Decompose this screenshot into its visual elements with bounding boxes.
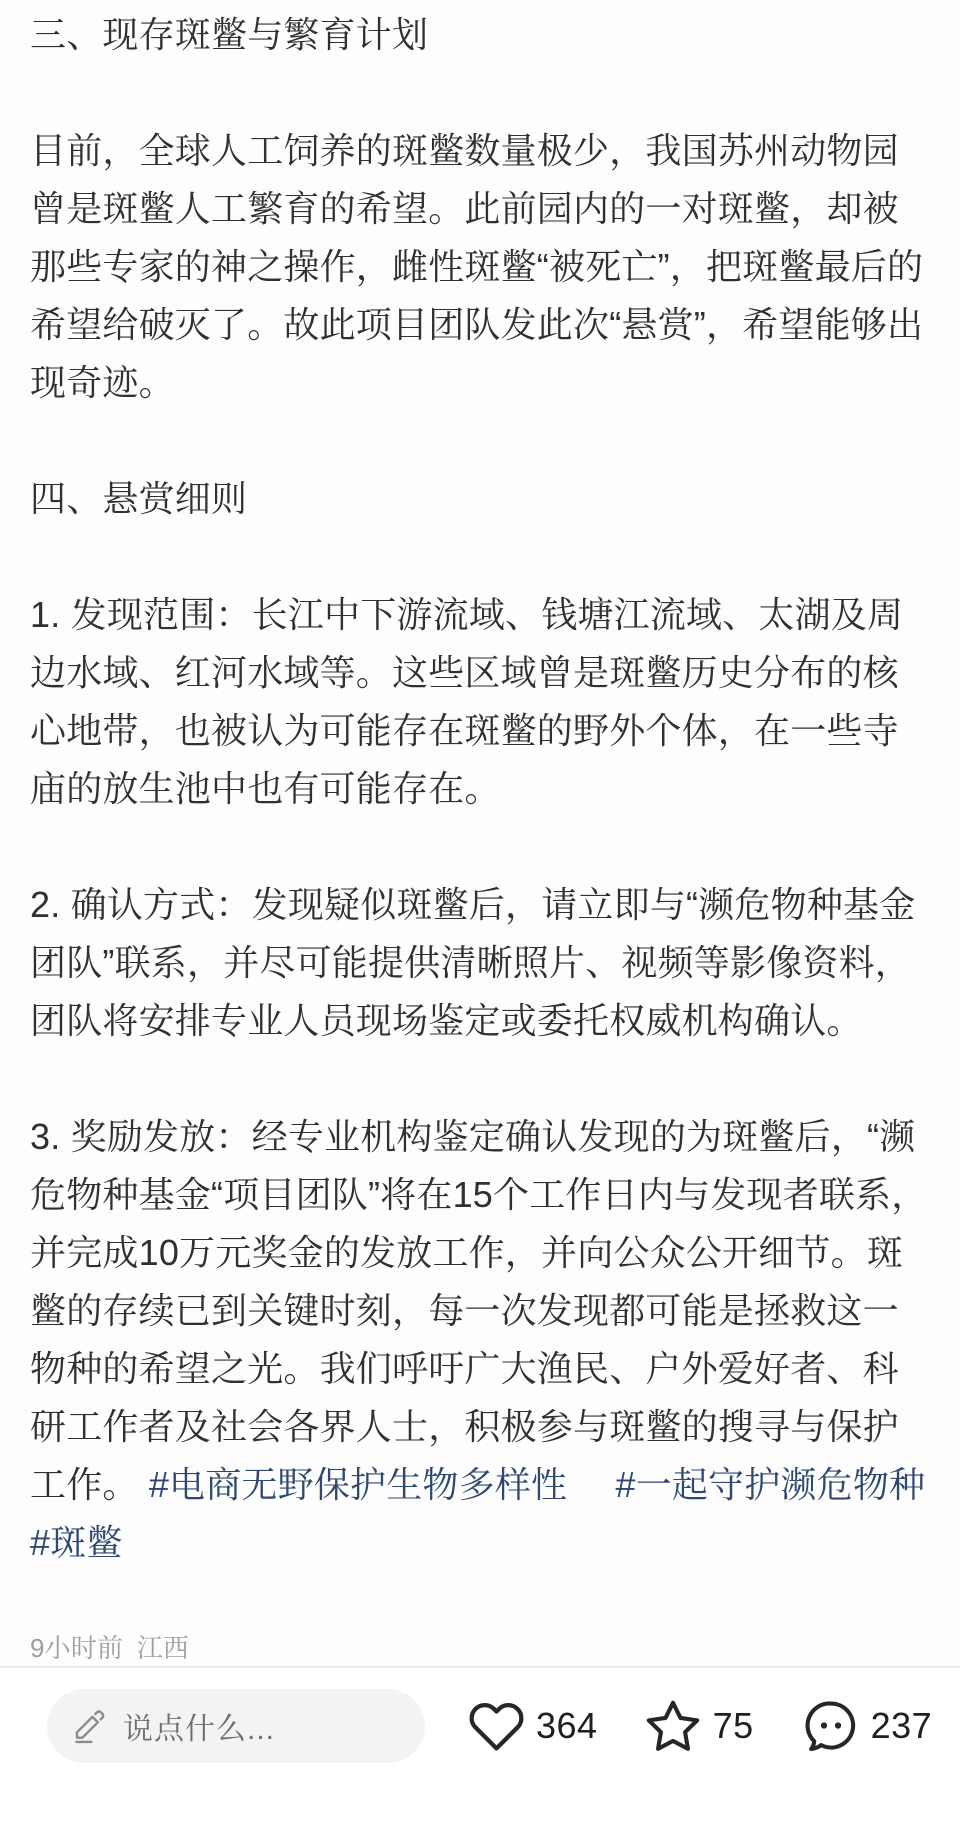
rule-3-reward-issue xyxy=(30,1108,930,1572)
hashtag-link-biodiversity[interactable]: #电商无野保护生物多样性 xyxy=(148,1464,568,1505)
rule-1-discovery-scope: 1. 发现范围：长江中下游流域、钱塘江流域、太湖及周边水域、红河水域等。这些区域曾是斑鳖历史分布的核心地带，也被认为可能存在斑鳖的野外个体，在一些寺庙的放生池中也有可能存在。 xyxy=(30,594,904,809)
hashtag-link-endangered-species[interactable]: #一起守护濒危物种 xyxy=(615,1464,926,1505)
bottom-action-bar xyxy=(0,1668,960,1823)
post-location: 江西 xyxy=(136,1633,190,1663)
comment-placeholder: 说点什么... xyxy=(123,1713,276,1746)
paragraph-current-status: 目前，全球人工饲养的斑鳖数量极少，我国苏州动物园曾是斑鳖人工繁育的希望。此前园内的一对斑鳖，却被那些专家的神之操作，雌性斑鳖“被死亡”，把斑鳖最后的希望给破灭了。故此项目团队发此次“悬赏”，希望能够出现奇迹。 xyxy=(30,130,924,403)
collect-count: 75 xyxy=(712,1705,754,1746)
hashtag-link-banbie[interactable]: #斑鳖 xyxy=(30,1522,123,1563)
heart-icon xyxy=(468,1698,525,1755)
pencil-icon xyxy=(71,1708,107,1744)
post-timestamp: 9小时前 xyxy=(30,1633,124,1663)
like-count: 364 xyxy=(536,1705,598,1746)
comment-count-button[interactable] xyxy=(802,1689,933,1763)
comment-input[interactable] xyxy=(47,1689,425,1763)
section-4-heading: 四、悬赏细则 xyxy=(30,478,248,519)
rule-2-confirmation-method: 2. 确认方式：发现疑似斑鳖后，请立即与“濒危物种基金团队”联系，并尽可能提供清晰照片、视频等影像资料，团队将安排专业人员现场鉴定或委托权威机构确认。 xyxy=(30,884,916,1041)
section-3-heading: 三、现存斑鳖与繁育计划 xyxy=(30,14,429,55)
collect-button[interactable] xyxy=(644,1689,754,1763)
star-icon xyxy=(644,1697,702,1755)
like-button[interactable] xyxy=(468,1689,598,1763)
rule-3-text: 3. 奖励发放：经专业机构鉴定确认发现的为斑鳖后，“濒危物种基金“项目团队”将在15个工作日内与发现者联系，并完成10万元奖金的发放工作，并向公众公开细节。斑鳖的存续已到关键时刻，每一次发现都可能是拯救这一物种的希望之光。我们呼吁广大渔民、户外爱好者、科研工作者及社会各界人士，积极参与斑鳖的搜寻与保护工作。 xyxy=(30,1116,928,1505)
comment-count: 237 xyxy=(870,1705,933,1746)
chat-bubble-icon xyxy=(802,1697,860,1755)
post-meta xyxy=(30,1630,930,1666)
